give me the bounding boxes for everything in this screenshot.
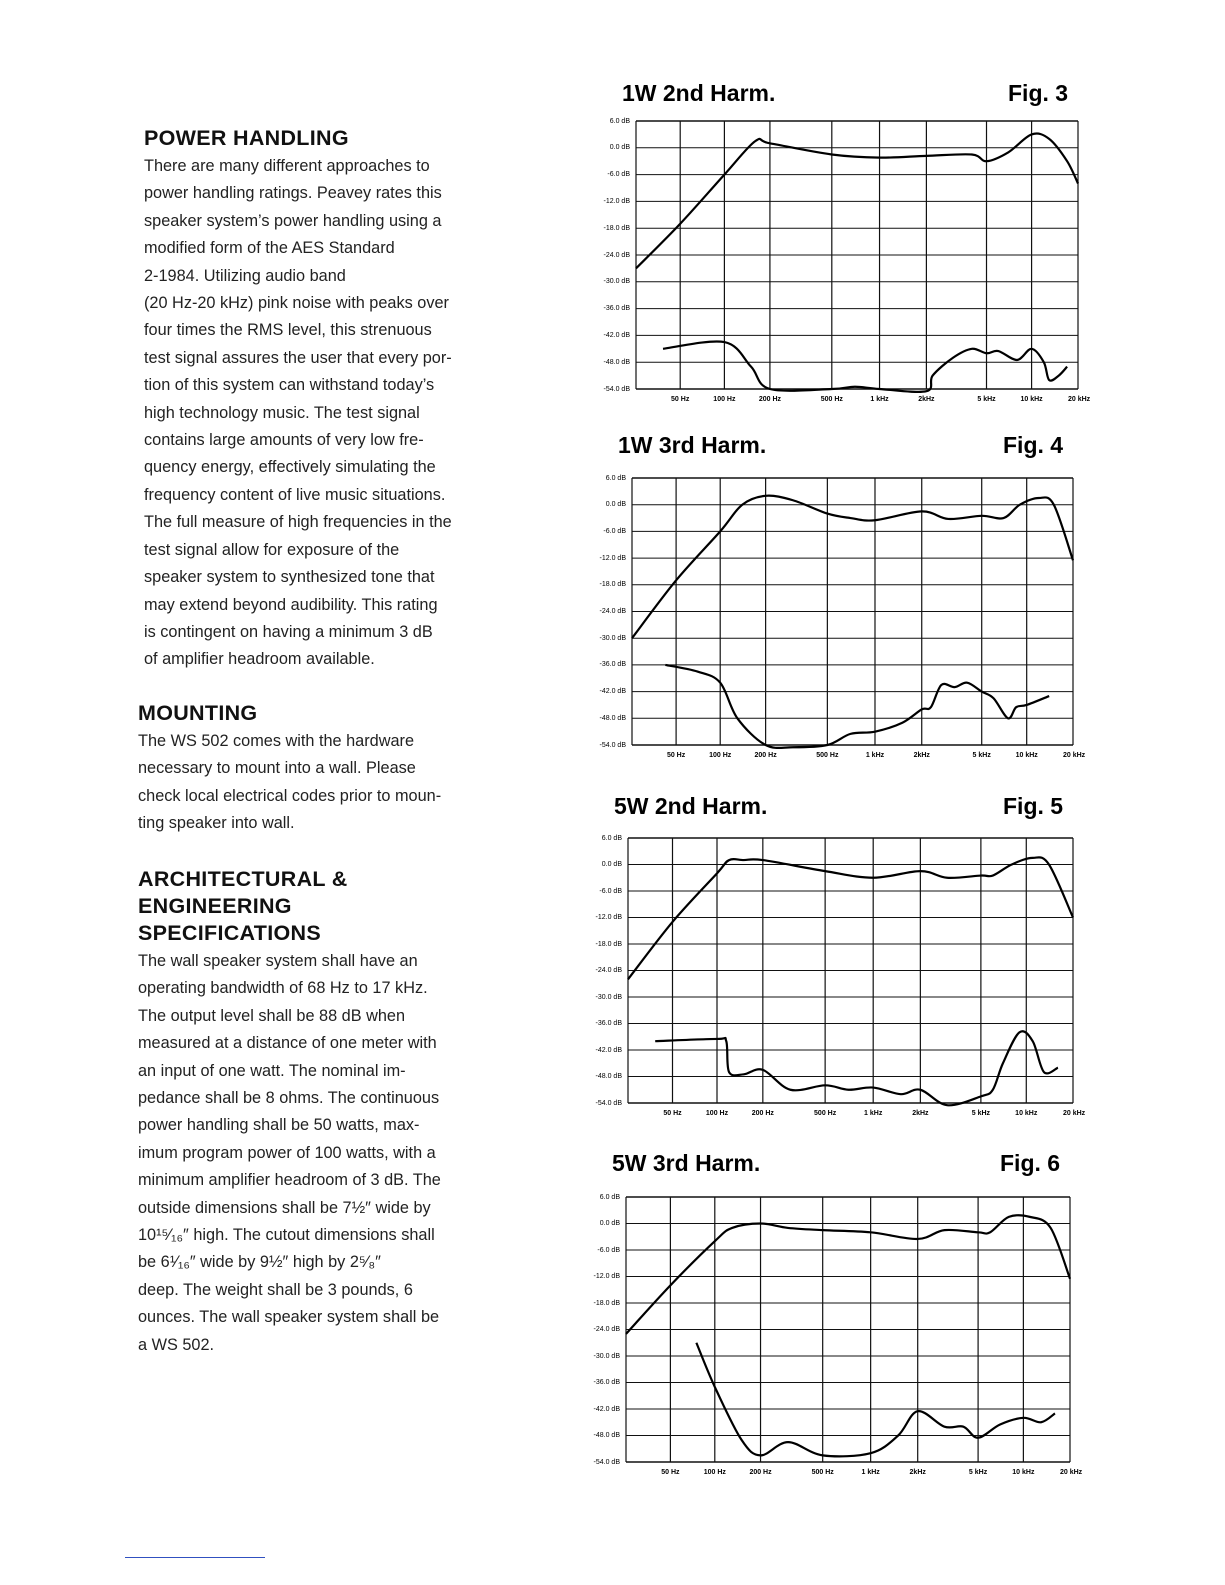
y-tick-label: -42.0 dB [593, 1405, 620, 1413]
y-tick-label: -12.0 dB [595, 914, 622, 921]
y-tick-label: -6.0 dB [607, 171, 630, 179]
chart-plot [632, 478, 1073, 745]
chart-title: 1W 2nd Harm. [622, 80, 776, 106]
y-tick-label: -30.0 dB [595, 993, 622, 1001]
x-tick-label: 20 kHz [1063, 752, 1086, 759]
harmonic-distortion-line [663, 341, 1067, 391]
x-tick-label: 20 kHz [1068, 396, 1091, 403]
section-paragraph [144, 153, 452, 674]
y-tick-label: -36.0 dB [593, 1379, 620, 1386]
paragraph-line: high technology music. The test signal [144, 403, 420, 422]
chart-plot [628, 838, 1073, 1103]
section-heading: POWER HANDLING [144, 126, 349, 150]
paragraph-line: an input of one watt. The nominal im- [138, 1061, 406, 1080]
y-tick-label: -42.0 dB [595, 1046, 622, 1054]
fundamental-response-line [632, 496, 1073, 639]
paragraph-line: four times the RMS level, this strenuous [144, 321, 432, 340]
section-heading: SPECIFICATIONS [138, 921, 321, 945]
y-tick-label: -30.0 dB [593, 1352, 620, 1360]
y-tick-label: -30.0 dB [599, 634, 626, 642]
x-tick-label: 20 kHz [1060, 1469, 1083, 1476]
y-tick-label: -18.0 dB [599, 581, 626, 589]
paragraph-line: deep. The weight shall be 3 pounds, 6 [138, 1280, 413, 1299]
paragraph-line: imum program power of 100 watts, with a [138, 1143, 436, 1162]
y-tick-label: 6.0 dB [605, 474, 626, 482]
chart-title: 5W 3rd Harm. [612, 1150, 761, 1176]
paragraph-line: 10¹⁵⁄₁₆″ high. The cutout dimensions shall [138, 1226, 435, 1245]
paragraph-line: be 6¹⁄₁₆″ wide by 9½″ high by 2⁵⁄₈″ [138, 1253, 381, 1272]
paragraph-line: power handling shall be 50 watts, max- [138, 1116, 420, 1135]
y-tick-label: -36.0 dB [595, 1020, 622, 1027]
y-tick-label: -54.0 dB [599, 741, 626, 749]
y-tick-label: -18.0 dB [593, 1299, 620, 1307]
y-tick-label: -54.0 dB [595, 1099, 622, 1107]
y-tick-label: -24.0 dB [603, 251, 630, 259]
x-tick-label: 500 Hz [811, 1469, 834, 1476]
section-heading: MOUNTING [138, 701, 258, 725]
x-tick-label: 10 kHz [1020, 396, 1043, 403]
harmonic-distortion-line [665, 665, 1049, 748]
paragraph-line: pedance shall be 8 ohms. The continuous [138, 1089, 440, 1108]
x-tick-label: 500 Hz [814, 1110, 837, 1117]
x-tick-label: 10 kHz [1015, 752, 1038, 759]
paragraph-line: modified form of the AES Standard [144, 239, 395, 258]
x-tick-label: 20 kHz [1063, 1110, 1086, 1117]
x-tick-label: 200 Hz [754, 752, 777, 759]
section-paragraph [138, 728, 441, 838]
paragraph-line: quency energy, effectively simulating the [144, 458, 436, 477]
paragraph-line: (20 Hz-20 kHz) pink noise with peaks over [144, 294, 449, 313]
paragraph-line: minimum amplifier headroom of 3 dB. The [138, 1171, 441, 1190]
paragraph-line: outside dimensions shall be 7½″ wide by [138, 1198, 431, 1217]
y-tick-label: -54.0 dB [603, 385, 630, 393]
footnote-rule [125, 1557, 265, 1558]
figure-number: Fig. 5 [1003, 793, 1064, 819]
x-tick-label: 2kHz [909, 1469, 926, 1476]
x-tick-label: 5 kHz [968, 1469, 988, 1476]
x-tick-label: 10 kHz [1015, 1110, 1038, 1117]
y-tick-label: -6.0 dB [597, 1246, 620, 1254]
paragraph-line: The output level shall be 88 dB when [138, 1006, 406, 1025]
x-tick-label: 5 kHz [977, 396, 996, 403]
y-tick-label: 0.0 dB [599, 1220, 620, 1227]
x-tick-label: 200 Hz [749, 1469, 772, 1476]
y-tick-label: -36.0 dB [603, 305, 630, 313]
paragraph-line: frequency content of live music situations. [144, 485, 446, 504]
x-tick-label: 200 Hz [758, 396, 782, 403]
x-tick-label: 200 Hz [751, 1110, 774, 1117]
y-tick-label: -30.0 dB [603, 278, 630, 286]
paragraph-line: The wall speaker system shall have an [138, 952, 418, 970]
section-1 [138, 700, 441, 838]
paragraph-line: measured at a distance of one meter with [138, 1034, 437, 1053]
y-tick-label: -24.0 dB [593, 1326, 620, 1333]
x-tick-label: 2kHz [918, 396, 935, 403]
x-tick-label: 500 Hz [820, 396, 843, 403]
y-tick-label: -12.0 dB [593, 1273, 620, 1280]
paragraph-line: The full measure of high frequencies in the [144, 513, 452, 532]
section-heading: ARCHITECTURAL & [138, 867, 348, 891]
paragraph-line: power handling ratings. Peavey rates this [144, 184, 442, 203]
y-tick-label: -24.0 dB [595, 967, 622, 974]
paragraph-line: operating bandwidth of 68 Hz to 17 kHz. [138, 979, 428, 998]
x-tick-label: 1 kHz [865, 752, 885, 759]
y-tick-label: -42.0 dB [603, 331, 630, 339]
x-tick-label: 100 Hz [709, 752, 732, 759]
paragraph-line: is contingent on having a minimum 3 dB [144, 622, 433, 641]
x-tick-label: 50 Hz [666, 752, 686, 759]
y-tick-label: -6.0 dB [599, 887, 622, 895]
paragraph-line: check local electrical codes prior to moun- [138, 786, 442, 805]
chart-plot [626, 1197, 1070, 1462]
x-tick-label: 1 kHz [870, 396, 889, 403]
paragraph-line: 2-1984. Utilizing audio band [144, 266, 346, 285]
x-tick-label: 500 Hz [816, 752, 839, 759]
y-tick-label: -48.0 dB [595, 1073, 622, 1080]
fundamental-response-line [628, 857, 1073, 979]
y-tick-label: -12.0 dB [603, 197, 630, 205]
y-tick-label: -18.0 dB [603, 224, 630, 232]
paragraph-line: tion of this system can withstand today’s [144, 376, 435, 395]
paragraph-line: speaker system’s power handling using a [144, 211, 442, 230]
chart-title: 5W 2nd Harm. [614, 793, 768, 819]
x-tick-label: 100 Hz [705, 1110, 729, 1117]
y-tick-label: -18.0 dB [595, 940, 622, 948]
section-2 [138, 866, 441, 1359]
x-tick-label: 10 kHz [1012, 1469, 1035, 1476]
y-tick-label: 6.0 dB [599, 1193, 620, 1201]
paragraph-line: test signal allow for exposure of the [144, 540, 400, 559]
paragraph-line: test signal assures the user that every por- [144, 348, 452, 367]
paragraph-line: The WS 502 comes with the hardware [138, 732, 415, 750]
section-heading: ENGINEERING [138, 894, 292, 918]
paragraph-line: a WS 502. [138, 1335, 215, 1354]
x-tick-label: 5 kHz [971, 1110, 991, 1117]
y-tick-label: -24.0 dB [599, 608, 626, 615]
y-tick-label: -6.0 dB [603, 527, 626, 535]
x-tick-label: 50 Hz [663, 1110, 682, 1117]
harmonic-distortion-line [655, 1031, 1058, 1105]
y-tick-label: -42.0 dB [599, 688, 626, 696]
y-tick-label: -48.0 dB [593, 1432, 620, 1439]
x-tick-label: 50 Hz [661, 1469, 680, 1476]
x-tick-label: 5 kHz [972, 752, 991, 759]
paragraph-line: ting speaker into wall. [138, 814, 295, 833]
x-tick-label: 100 Hz [713, 396, 736, 403]
y-tick-label: 6.0 dB [609, 117, 630, 125]
y-tick-label: -54.0 dB [593, 1458, 620, 1466]
x-tick-label: 1 kHz [861, 1469, 880, 1476]
harmonic-distortion-line [696, 1343, 1055, 1457]
paragraph-line: speaker system to synthesized tone that [144, 568, 435, 587]
x-tick-label: 2kHz [912, 1110, 929, 1117]
paragraph-line: necessary to mount into a wall. Please [138, 759, 416, 778]
figure-number: Fig. 3 [1008, 80, 1069, 106]
x-tick-label: 50 Hz [671, 396, 690, 403]
figure-number: Fig. 4 [1003, 432, 1064, 458]
y-tick-label: -36.0 dB [599, 661, 626, 669]
y-tick-label: 0.0 dB [609, 144, 630, 152]
fundamental-response-line [626, 1215, 1070, 1334]
paragraph-line: There are many different approaches to [144, 157, 430, 175]
y-tick-label: -12.0 dB [599, 554, 626, 562]
x-tick-label: 2kHz [913, 752, 930, 759]
y-tick-label: -48.0 dB [599, 714, 626, 722]
x-tick-label: 1 kHz [864, 1110, 883, 1117]
y-tick-label: 6.0 dB [601, 834, 622, 842]
paragraph-line: ounces. The wall speaker system shall be [138, 1308, 440, 1327]
y-tick-label: 0.0 dB [605, 501, 626, 509]
section-paragraph [138, 948, 441, 1359]
y-tick-label: -48.0 dB [603, 358, 630, 366]
paragraph-line: may extend beyond audibility. This rating [144, 595, 438, 614]
y-tick-label: 0.0 dB [601, 861, 622, 868]
x-tick-label: 100 Hz [703, 1469, 726, 1476]
chart-title: 1W 3rd Harm. [618, 432, 767, 458]
chart-plot [636, 121, 1078, 389]
paragraph-line: of amplifier headroom available. [144, 650, 375, 669]
paragraph-line: contains large amounts of very low fre- [144, 431, 424, 450]
figure-number: Fig. 6 [1000, 1150, 1061, 1176]
section-0 [144, 125, 452, 674]
